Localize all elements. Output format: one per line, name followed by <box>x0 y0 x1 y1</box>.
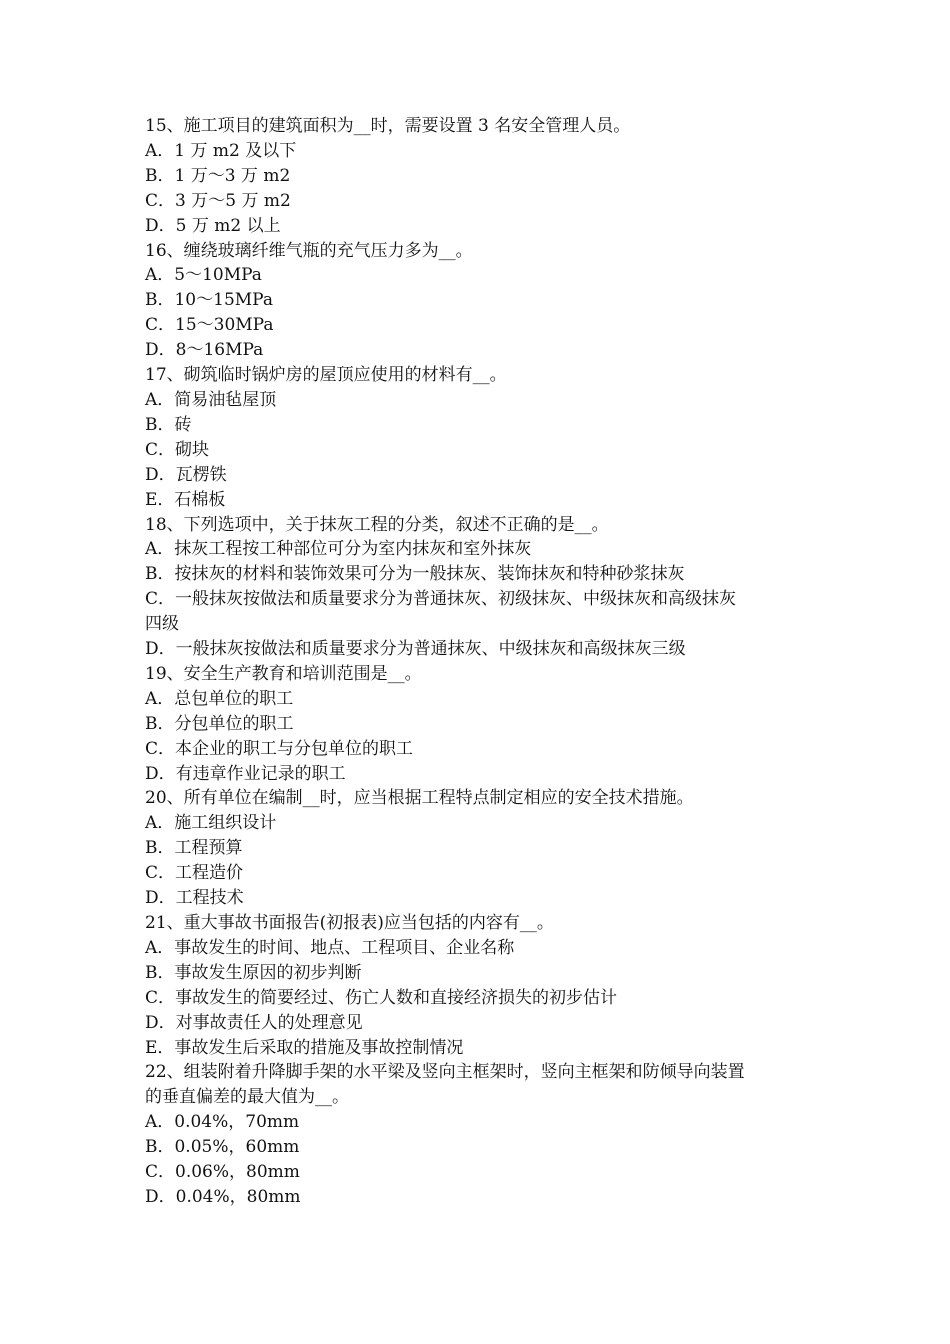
q16-option-d: D．8～16MPa <box>145 340 264 361</box>
question-15: 15、施工项目的建筑面积为__时，需要设置 3 名安全管理人员。 <box>145 116 631 136</box>
question-20: 20、所有单位在编制__时，应当根据工程特点制定相应的安全技术措施。 <box>145 788 694 809</box>
q16-option-a: A．5～10MPa <box>145 265 262 286</box>
q21-option-c: C．事故发生的简要经过、伤亡人数和直接经济损失的初步估计 <box>145 987 618 1008</box>
q21-option-e: E．事故发生后采取的措施及事故控制情况 <box>145 1037 464 1058</box>
q18-option-c: C．一般抹灰按做法和质量要求分为普通抹灰、初级抹灰、中级抹灰和高级抹灰 <box>145 589 737 610</box>
q17-option-c: C．砌块 <box>145 439 210 460</box>
document-page <box>145 114 815 1210</box>
question-17: 17、砌筑临时锅炉房的屋顶应使用的材料有__。 <box>145 365 507 386</box>
q20-option-d: D．工程技术 <box>145 888 244 909</box>
q19-option-d: D．有违章作业记录的职工 <box>145 763 346 784</box>
q20-option-a: A．施工组织设计 <box>145 813 277 834</box>
q17-option-d: D．瓦楞铁 <box>145 464 227 485</box>
q18-option-c-continued: 四级 <box>145 614 179 635</box>
q22-option-b: B．0.05%，60mm <box>145 1137 300 1158</box>
q19-option-b: B．分包单位的职工 <box>145 713 294 734</box>
question-16: 16、缠绕玻璃纤维气瓶的充气压力多为__。 <box>145 240 473 261</box>
q15-option-a: A．1 万 m2 及以下 <box>145 140 297 161</box>
question-19: 19、安全生产教育和培训范围是__。 <box>145 663 422 684</box>
question-22-continued: 的垂直偏差的最大值为__。 <box>145 1087 349 1108</box>
question-18: 18、下列选项中，关于抹灰工程的分类，叙述不正确的是__。 <box>145 514 609 535</box>
q19-option-c: C．本企业的职工与分包单位的职工 <box>145 738 414 759</box>
q17-option-e: E．石棉板 <box>145 489 226 510</box>
q17-option-b: B．砖 <box>145 414 192 435</box>
q20-option-b: B．工程预算 <box>145 838 243 859</box>
q15-option-d: D．5 万 m2 以上 <box>145 215 281 236</box>
q21-option-b: B．事故发生原因的初步判断 <box>145 962 362 983</box>
q18-option-b: B．按抹灰的材料和装饰效果可分为一般抹灰、装饰抹灰和特种砂浆抹灰 <box>145 564 685 585</box>
q22-option-d: D．0.04%，80mm <box>145 1186 301 1207</box>
q22-option-c: C．0.06%，80mm <box>145 1162 300 1183</box>
q15-option-c: C．3 万～5 万 m2 <box>145 190 291 211</box>
q18-option-a: A．抹灰工程按工种部位可分为室内抹灰和室外抹灰 <box>145 539 532 560</box>
q20-option-c: C．工程造价 <box>145 863 244 884</box>
q16-option-c: C．15～30MPa <box>145 315 274 336</box>
q21-option-d: D．对事故责任人的处理意见 <box>145 1012 363 1033</box>
q21-option-a: A．事故发生的时间、地点、工程项目、企业名称 <box>145 937 515 958</box>
q16-option-b: B．10～15MPa <box>145 290 273 311</box>
question-21: 21、重大事故书面报告(初报表)应当包括的内容有__。 <box>145 913 554 933</box>
q17-option-a: A．简易油毡屋顶 <box>145 389 277 410</box>
q19-option-a: A．总包单位的职工 <box>145 688 294 709</box>
q22-option-a: A．0.04%，70mm <box>145 1112 300 1133</box>
q15-option-b: B．1 万～3 万 m2 <box>145 165 291 186</box>
question-22: 22、组装附着升降脚手架的水平梁及竖向主框架时，竖向主框架和防倾导向装置 <box>145 1062 745 1083</box>
q18-option-d: D．一般抹灰按做法和质量要求分为普通抹灰、中级抹灰和高级抹灰三级 <box>145 639 686 660</box>
